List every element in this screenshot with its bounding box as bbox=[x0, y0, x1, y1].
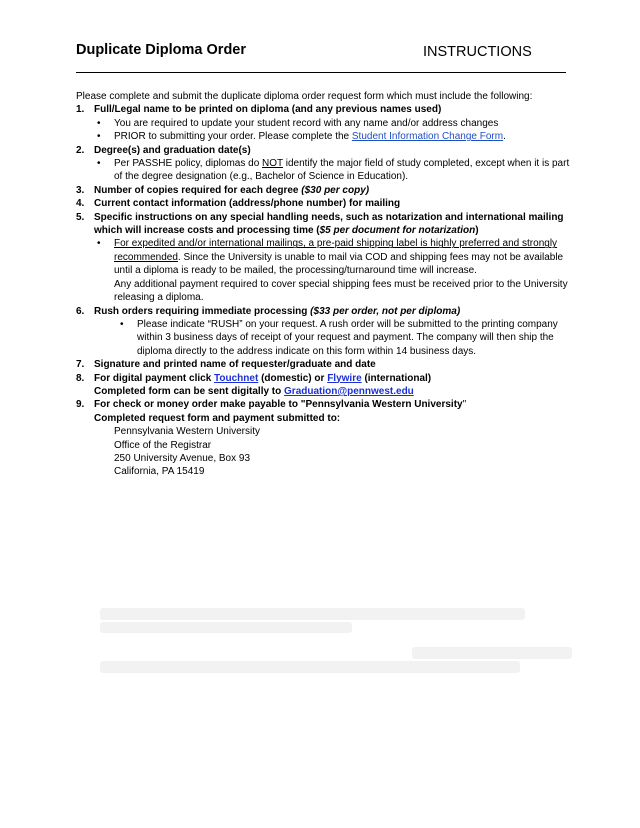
item-text-quote: " bbox=[462, 399, 467, 411]
item-text-mid: (domestic) or bbox=[258, 372, 328, 384]
instructions-body bbox=[76, 90, 576, 479]
bullet-text: Please indicate “RUSH” on your request. A rush order will be submitted to the printing company within 3 business days of receipt of your request and payment. The company will then ship the diploma directly to the address indicate on this form within 14 business days. bbox=[137, 318, 558, 357]
touchnet-link[interactable]: Touchnet bbox=[214, 372, 259, 384]
graduation-email-link[interactable]: Graduation@pennwest.edu bbox=[284, 385, 414, 397]
item-text: Degree(s) and graduation date(s) bbox=[94, 144, 251, 156]
item-number: 9. bbox=[76, 399, 85, 411]
address-line: Office of the Registrar bbox=[114, 439, 212, 451]
item-text: For digital payment click bbox=[94, 372, 215, 384]
bullet-item bbox=[118, 318, 576, 358]
item-text: For check or money order make payable to "Pennsylvania Western University bbox=[94, 399, 463, 411]
item-number: 7. bbox=[76, 359, 85, 371]
item-number: 4. bbox=[76, 198, 85, 210]
faded-text-block bbox=[100, 661, 520, 673]
page-title: Duplicate Diploma Order bbox=[76, 42, 247, 58]
student-information-change-form-link[interactable]: Student Information Change Form bbox=[351, 131, 504, 143]
bullet-item bbox=[95, 117, 576, 130]
list-item-3 bbox=[76, 184, 576, 197]
faded-text-block bbox=[100, 608, 525, 620]
list-item-6 bbox=[76, 305, 576, 359]
bullet-item bbox=[95, 157, 576, 184]
list-item-8 bbox=[76, 372, 576, 399]
item-text: Current contact information (address/phone number) for mailing bbox=[94, 198, 401, 210]
address-line: 250 University Avenue, Box 93 bbox=[114, 452, 251, 464]
item-number: 8. bbox=[76, 372, 85, 384]
not-emphasis: NOT bbox=[262, 158, 283, 170]
item-text: Rush orders requiring immediate processing bbox=[94, 305, 311, 317]
bullet-icon: • bbox=[120, 318, 124, 330]
bullet-text: You are required to update your student record with any name and/or address changes bbox=[114, 117, 499, 129]
address-line: California, PA 15419 bbox=[114, 466, 205, 478]
item-text: Number of copies required for each degree bbox=[94, 184, 302, 196]
bullet-text: PRIOR to submitting your order. Please complete the bbox=[114, 131, 352, 143]
bullet-text: Per PASSHE policy, diplomas do bbox=[114, 158, 263, 170]
item-text-post: (international) bbox=[361, 372, 432, 384]
price-note: ($30 per copy) bbox=[301, 184, 370, 196]
bullet-text-underlined: For expedited and/or international mailings, a pre-paid shipping label is highly preferred and strongly recommended bbox=[114, 238, 558, 263]
bullet-icon: • bbox=[97, 158, 101, 170]
list-item-4 bbox=[76, 197, 576, 210]
bullet-text-end: . bbox=[503, 131, 506, 143]
item-number: 3. bbox=[76, 184, 85, 196]
item-text-close: ) bbox=[475, 225, 479, 237]
submit-to-text: Completed request form and payment submitted to: bbox=[94, 412, 341, 424]
item-text: Full/Legal name to be printed on diploma (and any previous names used) bbox=[94, 104, 442, 116]
mailing-address bbox=[94, 425, 576, 479]
list-item-5 bbox=[76, 211, 576, 305]
list-item-2 bbox=[76, 144, 576, 184]
flywire-link[interactable]: Flywire bbox=[327, 372, 362, 384]
header-divider bbox=[76, 72, 566, 73]
list-item-1 bbox=[76, 103, 576, 143]
bullet-icon: • bbox=[97, 117, 101, 129]
item-number: 2. bbox=[76, 144, 85, 156]
bullet-item bbox=[95, 237, 576, 304]
item-number: 1. bbox=[76, 104, 85, 116]
price-note: ($33 per order, not per diploma) bbox=[310, 305, 461, 317]
bullet-icon: • bbox=[97, 131, 101, 143]
item-text: Specific instructions on any special handling needs, such as notarization and international mailing which will increase costs and processing time ( bbox=[94, 211, 564, 237]
list-item-9 bbox=[76, 398, 576, 478]
intro-text: Please complete and submit the duplicate diploma order request form which must include the following: bbox=[76, 91, 533, 102]
faded-text-block bbox=[412, 647, 572, 659]
bullet-icon: • bbox=[97, 238, 101, 250]
faded-text-block bbox=[100, 622, 352, 633]
item-number: 6. bbox=[76, 305, 85, 317]
item-text: Signature and printed name of requester/graduate and date bbox=[94, 359, 376, 371]
submit-digitally-text: Completed form can be sent digitally to bbox=[94, 385, 285, 397]
bullet-text-extra: Any additional payment required to cover special shipping fees must be received prior to the University releasing a diploma. bbox=[114, 278, 568, 304]
bullet-item bbox=[95, 130, 576, 143]
item-number: 5. bbox=[76, 211, 85, 223]
price-note: $5 per document for notarization bbox=[319, 225, 476, 237]
address-line: Pennsylvania Western University bbox=[114, 426, 260, 438]
bullet-text: . Since the University is unable to mail via COD and shipping fees may not be available until a diploma is ready to be mailed, the processing/turnaround time will increase. bbox=[114, 251, 564, 277]
instructions-heading: INSTRUCTIONS bbox=[423, 44, 532, 60]
list-item-7 bbox=[76, 358, 576, 371]
bullet-text-end: identify the major field of study completed, except when it is part of the degree designation (e.g., Bachelor of Science in Education). bbox=[114, 158, 570, 183]
